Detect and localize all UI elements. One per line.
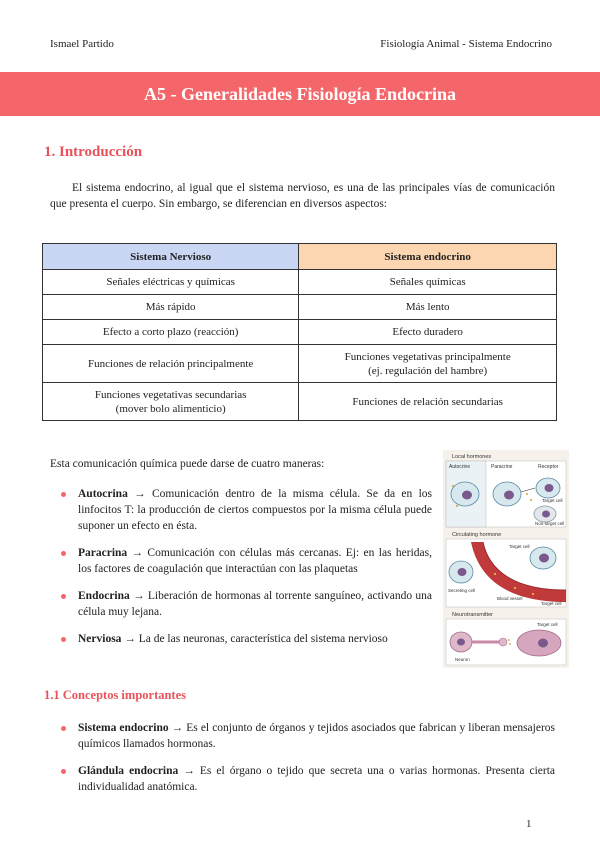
cell-nucleus	[538, 639, 548, 648]
section-heading-introduction: 1. Introducción	[44, 144, 143, 160]
bullet-icon	[61, 594, 66, 599]
label-target-4: Target cell	[537, 622, 558, 627]
comparison-table	[42, 243, 557, 421]
hormone-dot	[530, 499, 532, 501]
communication-lead: Esta comunicación química puede darse de cuatro maneras:	[50, 458, 325, 470]
term-autocrine: Autocrina	[78, 488, 128, 500]
list-item	[50, 763, 555, 795]
hormone-dot	[494, 573, 496, 575]
table-cell: Funciones vegetativas principalmente (ej. regulación del hambre)	[299, 345, 557, 383]
hormone-dot	[456, 505, 458, 507]
cell-communication-figure	[443, 450, 569, 668]
label-receptor: Receptor	[538, 464, 559, 470]
term-paracrine: Paracrina	[78, 547, 128, 559]
bullet-icon	[61, 637, 66, 642]
item-text: → Es el conjunto de órganos y tejidos asociados que fabrican y liberan mensajeros químicos llamados hormonas.	[78, 722, 556, 750]
item-text: → Es el órgano o tejido que secreta una o varias hormonas. Presenta cierta individualidad anatómica.	[78, 765, 556, 793]
table-header-nervous: Sistema Nervioso	[43, 244, 299, 270]
item-text: → La de las neuronas, característica del sistema nervioso	[121, 633, 388, 645]
cell-nucleus	[458, 568, 467, 576]
cell-nucleus	[457, 639, 465, 646]
page-number: 1	[526, 818, 532, 830]
header-course: Fisiología Animal - Sistema Endocrino	[380, 38, 552, 50]
label-neuron: Neuron	[455, 657, 470, 662]
label-autocrine: Autocrine	[449, 464, 471, 470]
table-cell: Efecto a corto plazo (reacción)	[43, 320, 299, 345]
list-item	[50, 631, 432, 647]
cell-nucleus	[545, 484, 554, 492]
label-secreting: Secreting cell	[448, 588, 476, 593]
item-text: → Comunicación dentro de la misma célula. Se da en los linfocitos T: la producción de ciertos compuestos por la misma célula puede suponer un efecto en ésta.	[78, 488, 432, 532]
label-target-2: Target cell	[509, 544, 530, 549]
list-item	[50, 720, 555, 752]
table-cell: Señales químicas	[299, 270, 557, 295]
hormone-dot	[526, 493, 528, 495]
table-row	[43, 345, 557, 383]
bullet-icon	[61, 492, 66, 497]
table-cell: Más rápido	[43, 295, 299, 320]
label-neuro: Neurotransmitter	[452, 612, 493, 618]
cell-nucleus	[504, 491, 514, 500]
label-nontarget: Non-target cell	[535, 521, 565, 526]
cell-nucleus	[542, 511, 550, 518]
table-cell: Más lento	[299, 295, 557, 320]
item-text: → Comunicación con células más cercanas. Ej: en las heridas, los factores de coagulación que interactúan con las plaquetas	[78, 547, 432, 575]
term-nervous: Nerviosa	[78, 633, 122, 645]
table-cell: Funciones de relación secundarias	[299, 383, 557, 421]
label-paracrine: Paracrine	[491, 464, 513, 470]
label-target-3: Target cell	[541, 601, 562, 606]
hormone-dot	[452, 485, 454, 487]
cell-nucleus	[539, 554, 549, 563]
label-blood: Blood vessel	[497, 596, 523, 601]
label-target: Target cell	[542, 498, 563, 503]
list-item	[50, 545, 432, 577]
table-row	[43, 320, 557, 345]
communication-types-list	[50, 486, 432, 658]
concepts-list	[50, 720, 555, 806]
bullet-icon	[61, 726, 66, 731]
list-item	[50, 486, 432, 534]
hormone-dot	[508, 639, 510, 641]
table-row	[43, 383, 557, 421]
term-endocrine-gland: Glándula endocrina	[78, 765, 179, 777]
table-header-endocrine: Sistema endocrino	[299, 244, 557, 270]
document-title: A5 - Generalidades Fisiología Endocrina	[143, 83, 456, 104]
title-banner	[0, 72, 600, 116]
item-text: → Liberación de hormonas al torrente sanguíneo, activando una célula muy lejana.	[78, 590, 432, 618]
list-item	[50, 588, 432, 620]
section-heading-concepts: 1.1 Conceptos importantes	[44, 688, 187, 702]
table-cell: Señales eléctricas y químicas	[43, 270, 299, 295]
hormone-dot	[509, 643, 511, 645]
cell-nucleus	[462, 491, 472, 500]
hormone-dot	[514, 587, 516, 589]
term-endocrine: Endocrina	[78, 590, 130, 602]
intro-paragraph: El sistema endocrino, al igual que el sistema nervioso, es una de las principales vías de comunicación que presenta el cuerpo. Sin embargo, se diferencian en diversos aspectos:	[50, 182, 555, 210]
table-cell: Funciones de relación principalmente	[43, 345, 299, 383]
axon-terminal	[499, 638, 507, 646]
term-endocrine-system: Sistema endocrino	[78, 722, 169, 734]
table-cell: Funciones vegetativas secundarias (mover bolo alimenticio)	[43, 383, 299, 421]
bullet-icon	[61, 769, 66, 774]
header-author: Ismael Partido	[50, 38, 114, 50]
hormone-dot	[532, 593, 534, 595]
label-local: Local hormones	[452, 454, 492, 460]
label-circulating: Circulating hormone	[452, 532, 502, 538]
table-cell: Efecto duradero	[299, 320, 557, 345]
table-row	[43, 295, 557, 320]
table-header-row	[43, 244, 557, 270]
table-row	[43, 270, 557, 295]
bullet-icon	[61, 551, 66, 556]
